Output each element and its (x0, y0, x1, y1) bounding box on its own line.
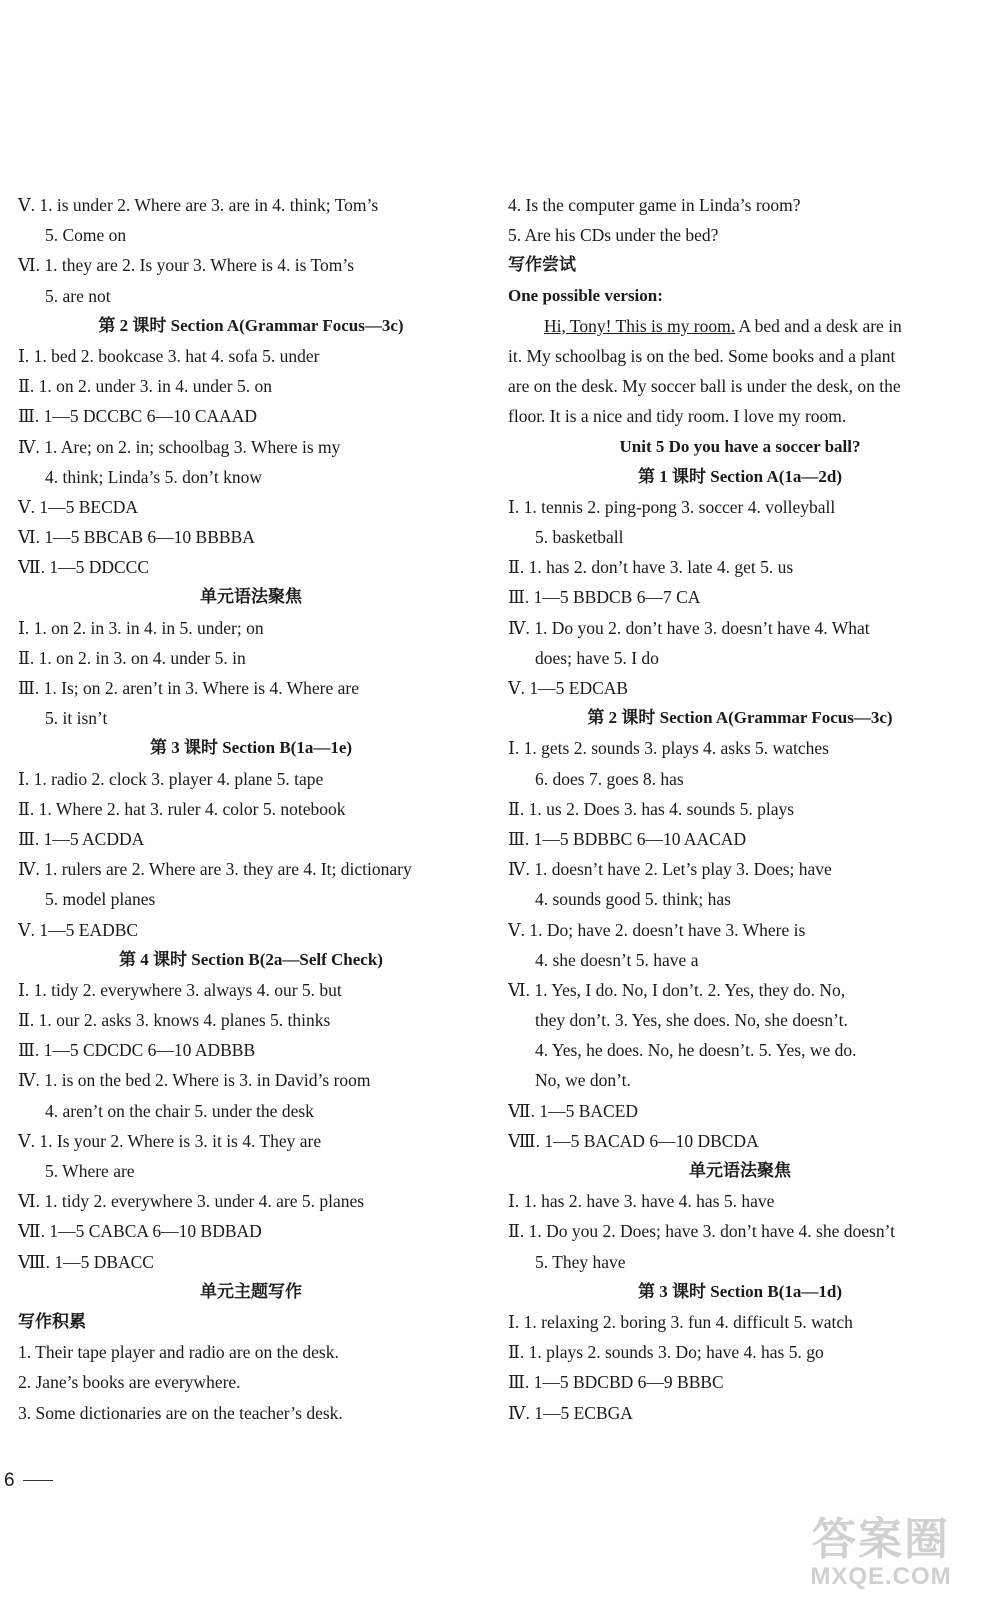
sub-heading (508, 281, 972, 311)
answer-line (508, 975, 972, 1005)
line-text: Ⅶ. 1—5 BACED (508, 1100, 639, 1121)
answer-line (508, 1247, 972, 1277)
line-text: Ⅰ. 1. relaxing 2. boring 3. fun 4. difficult 5. watch (508, 1311, 853, 1332)
answer-line (508, 1005, 972, 1035)
line-text: 第 2 课时 Section A(Grammar Focus—3c) (587, 708, 893, 728)
line-text: Ⅳ. 1. Do you 2. don’t have 3. doesn’t have 4. What (508, 617, 870, 638)
section-heading (18, 582, 484, 612)
answer-line (18, 703, 484, 733)
answer-line (18, 884, 484, 914)
line-text: 5. Are his CDs under the bed? (508, 225, 719, 246)
section-heading (18, 1277, 484, 1307)
line-text: No, we don’t. (535, 1070, 631, 1091)
answer-line (18, 1247, 484, 1277)
answer-line (18, 1096, 484, 1126)
answer-line (18, 1186, 484, 1216)
line-text: 第 2 课时 Section A(Grammar Focus—3c) (98, 315, 404, 335)
line-text: Ⅰ. 1. tennis 2. ping-pong 3. soccer 4. volleyball (508, 496, 836, 517)
answer-line (508, 945, 972, 975)
line-text: 单元语法聚焦 (689, 1161, 791, 1180)
line-text: Ⅳ. 1. rulers are 2. Where are 3. they are 4. It; dictionary (18, 859, 412, 880)
answer-line (18, 401, 484, 431)
line-text: 第 3 课时 Section B(1a—1d) (638, 1281, 842, 1301)
watermark-logo (786, 1516, 976, 1594)
line-text: 第 1 课时 Section A(1a—2d) (638, 466, 842, 486)
line-text: Ⅵ. 1. Yes, I do. No, I don’t. 2. Yes, they do. No, (508, 979, 846, 1000)
line-text: 5. basketball (535, 527, 624, 548)
answer-line (18, 824, 484, 854)
line-text: Ⅱ. 1. plays 2. sounds 3. Do; have 4. has 5. go (508, 1342, 824, 1363)
line-text: Ⅰ. 1. gets 2. sounds 3. plays 4. asks 5. watches (508, 738, 829, 759)
left-column (18, 190, 484, 1428)
line-text: does; have 5. I do (535, 647, 659, 668)
section-heading (18, 311, 484, 341)
line-text: 单元主题写作 (200, 1281, 302, 1301)
line-text: Ⅰ. 1. has 2. have 3. have 4. has 5. have (508, 1191, 775, 1212)
section-heading (18, 733, 484, 763)
answer-line (18, 552, 484, 582)
answer-line (508, 915, 972, 945)
answer-line (508, 854, 972, 884)
line-text: Ⅰ. 1. bed 2. bookcase 3. hat 4. sofa 5. under (18, 345, 320, 366)
answer-line (508, 1096, 972, 1126)
section-heading (508, 1156, 972, 1186)
line-text: Ⅵ. 1. tidy 2. everywhere 3. under 4. are 5. planes (18, 1191, 365, 1212)
answer-line (508, 643, 972, 673)
line-text: One possible version: (508, 285, 663, 305)
answer-line (18, 462, 484, 492)
line-text: 4. Yes, he does. No, he doesn’t. 5. Yes, we do. (535, 1040, 857, 1061)
line-text: Ⅱ. 1. on 2. under 3. in 4. under 5. on (18, 376, 272, 397)
line-text: floor. It is a nice and tidy room. I love my room. (508, 406, 847, 427)
answer-line (508, 190, 972, 220)
line-text: Ⅰ. 1. on 2. in 3. in 4. in 5. under; on (18, 617, 264, 638)
line-text: 单元语法聚焦 (200, 587, 302, 607)
answer-line (18, 1367, 484, 1397)
answer-line (18, 190, 484, 220)
line-text: Ⅱ. 1. on 2. in 3. on 4. under 5. in (18, 647, 246, 668)
answer-line (508, 764, 972, 794)
answer-line (18, 673, 484, 703)
line-text: Ⅴ. 1—5 BECDA (18, 496, 139, 517)
answer-line (18, 432, 484, 462)
answer-line (18, 220, 484, 250)
answer-line (508, 1307, 972, 1337)
line-text: 5. are not (45, 285, 111, 306)
answer-line (18, 1005, 484, 1035)
answer-line (508, 1126, 972, 1156)
line-text: Ⅲ. 1—5 DCCBC 6—10 CAAAD (18, 406, 258, 427)
line-text: Ⅲ. 1—5 CDCDC 6—10 ADBBB (18, 1040, 256, 1061)
sub-heading (18, 1307, 484, 1337)
line-text: Ⅴ. 1. is under 2. Where are 3. are in 4. think; Tom’s (18, 195, 379, 215)
line-text: 4. sounds good 5. think; has (535, 889, 731, 910)
answer-line (508, 1398, 972, 1428)
line-text: 4. think; Linda’s 5. don’t know (45, 466, 262, 487)
line-text: 5. They have (535, 1251, 626, 1272)
answer-line (508, 311, 972, 341)
answer-line (508, 1337, 972, 1367)
line-text: it. My schoolbag is on the bed. Some books and a plant (508, 345, 896, 366)
section-heading (508, 1277, 972, 1307)
line-text: they don’t. 3. Yes, she does. No, she doesn’t. (535, 1010, 848, 1031)
answer-line (18, 1156, 484, 1186)
line-text: 第 3 课时 Section B(1a—1e) (149, 738, 353, 758)
section-heading (508, 703, 972, 733)
answer-line (508, 522, 972, 552)
line-text-continued: A bed and a desk are in (735, 315, 902, 336)
answer-line (508, 824, 972, 854)
answer-line (508, 341, 972, 371)
line-text: Ⅶ. 1—5 CABCA 6—10 BDBAD (18, 1221, 262, 1242)
line-text: 4. she doesn’t 5. have a (535, 949, 699, 970)
section-heading (18, 945, 484, 975)
answer-line (508, 552, 972, 582)
answer-line (18, 643, 484, 673)
line-text: Ⅱ. 1. Do you 2. Does; have 3. don’t have 4. she doesn’t (508, 1221, 895, 1242)
line-text: Ⅳ. 1—5 ECBGA (508, 1402, 633, 1423)
line-text: Ⅲ. 1. Is; on 2. aren’t in 3. Where is 4. Where are (18, 678, 360, 698)
line-text: 3. Some dictionaries are on the teacher’s desk. (18, 1402, 343, 1423)
answer-line (18, 1337, 484, 1367)
answer-line (18, 1035, 484, 1065)
line-text: 6. does 7. goes 8. has (535, 768, 684, 789)
answer-line (508, 733, 972, 763)
line-text: Ⅷ. 1—5 BACAD 6—10 DBCDA (508, 1130, 759, 1151)
line-text: 4. Is the computer game in Linda’s room? (508, 195, 801, 215)
line-text: Ⅲ. 1—5 ACDDA (18, 828, 145, 849)
answer-line (508, 1065, 972, 1095)
answer-line (508, 1367, 972, 1397)
line-text: 2. Jane’s books are everywhere. (18, 1372, 241, 1393)
answer-line (18, 1065, 484, 1095)
line-text: Ⅲ. 1—5 BBDCB 6—7 CA (508, 587, 701, 608)
line-text: Ⅴ. 1—5 EADBC (18, 919, 139, 940)
line-text: Ⅴ. 1—5 EDCAB (508, 678, 629, 698)
answer-line (18, 341, 484, 371)
line-text: Ⅵ. 1—5 BBCAB 6—10 BBBBA (18, 527, 255, 548)
line-text: Ⅱ. 1. us 2. Does 3. has 4. sounds 5. plays (508, 798, 795, 819)
right-column (508, 190, 972, 1428)
answer-line (18, 794, 484, 824)
line-text: Ⅲ. 1—5 BDCBD 6—9 BBBC (508, 1372, 724, 1393)
line-text: Ⅷ. 1—5 DBACC (18, 1251, 154, 1272)
answer-line (508, 1216, 972, 1246)
answer-line (508, 884, 972, 914)
line-text: Ⅰ. 1. tidy 2. everywhere 3. always 4. our 5. but (18, 979, 342, 1000)
answer-line (508, 371, 972, 401)
line-text: Ⅰ. 1. radio 2. clock 3. player 4. plane 5. tape (18, 768, 324, 789)
sub-heading (508, 250, 972, 280)
line-text: Ⅴ. 1. Do; have 2. doesn’t have 3. Where is (508, 919, 806, 940)
page-number: 6 (4, 1470, 53, 1492)
answer-line (508, 582, 972, 612)
line-text: Ⅶ. 1—5 DDCCC (18, 557, 150, 578)
line-text: 写作尝试 (508, 255, 576, 275)
line-text: are on the desk. My soccer ball is under the desk, on the (508, 376, 901, 397)
line-text: 1. Their tape player and radio are on the desk. (18, 1342, 339, 1363)
answer-line (18, 281, 484, 311)
answer-line (18, 1126, 484, 1156)
watermark-seal: 答案圈 (812, 1515, 950, 1564)
answer-line (18, 975, 484, 1005)
answer-line (508, 1035, 972, 1065)
line-text: Ⅱ. 1. our 2. asks 3. knows 4. planes 5. thinks (18, 1010, 331, 1031)
answer-line (18, 854, 484, 884)
answer-line (18, 250, 484, 280)
answer-line (18, 764, 484, 794)
line-text: 4. aren’t on the chair 5. under the desk (45, 1100, 314, 1121)
answer-line (508, 613, 972, 643)
answer-line (18, 1398, 484, 1428)
line-text: Ⅴ. 1. Is your 2. Where is 3. it is 4. They are (18, 1130, 322, 1151)
line-text: Ⅳ. 1. doesn’t have 2. Let’s play 3. Does; have (508, 859, 832, 880)
watermark-url: MXQE.COM (810, 1563, 952, 1590)
answer-line (508, 492, 972, 522)
answer-line (18, 522, 484, 552)
line-text: 5. model planes (45, 889, 156, 910)
answer-line (18, 613, 484, 643)
line-text: Ⅳ. 1. is on the bed 2. Where is 3. in David’s room (18, 1070, 371, 1091)
line-text: 5. it isn’t (45, 708, 108, 729)
answer-line (508, 220, 972, 250)
answer-line (18, 1216, 484, 1246)
answer-line (508, 1186, 972, 1216)
line-text: Unit 5 Do you have a soccer ball? (619, 436, 861, 456)
section-heading (508, 462, 972, 492)
line-text: Ⅱ. 1. has 2. don’t have 3. late 4. get 5. us (508, 557, 794, 578)
answer-line (18, 371, 484, 401)
line-text: Ⅲ. 1—5 BDBBC 6—10 AACAD (508, 828, 747, 849)
line-text: Ⅳ. 1. Are; on 2. in; schoolbag 3. Where is my (18, 436, 341, 457)
line-text: Hi, Tony! This is my room. (544, 315, 736, 336)
answer-line (508, 401, 972, 431)
section-heading (508, 432, 972, 462)
answer-line (508, 794, 972, 824)
answer-line (508, 673, 972, 703)
line-text: 5. Come on (45, 225, 127, 246)
line-text: 第 4 课时 Section B(2a—Self Check) (119, 949, 383, 969)
line-text: Ⅵ. 1. they are 2. Is your 3. Where is 4. is Tom’s (18, 255, 355, 276)
line-text: 5. Where are (45, 1161, 135, 1181)
answer-line (18, 492, 484, 522)
answer-line (18, 915, 484, 945)
line-text: Ⅱ. 1. Where 2. hat 3. ruler 4. color 5. notebook (18, 798, 346, 819)
line-text: 写作积累 (18, 1311, 86, 1331)
